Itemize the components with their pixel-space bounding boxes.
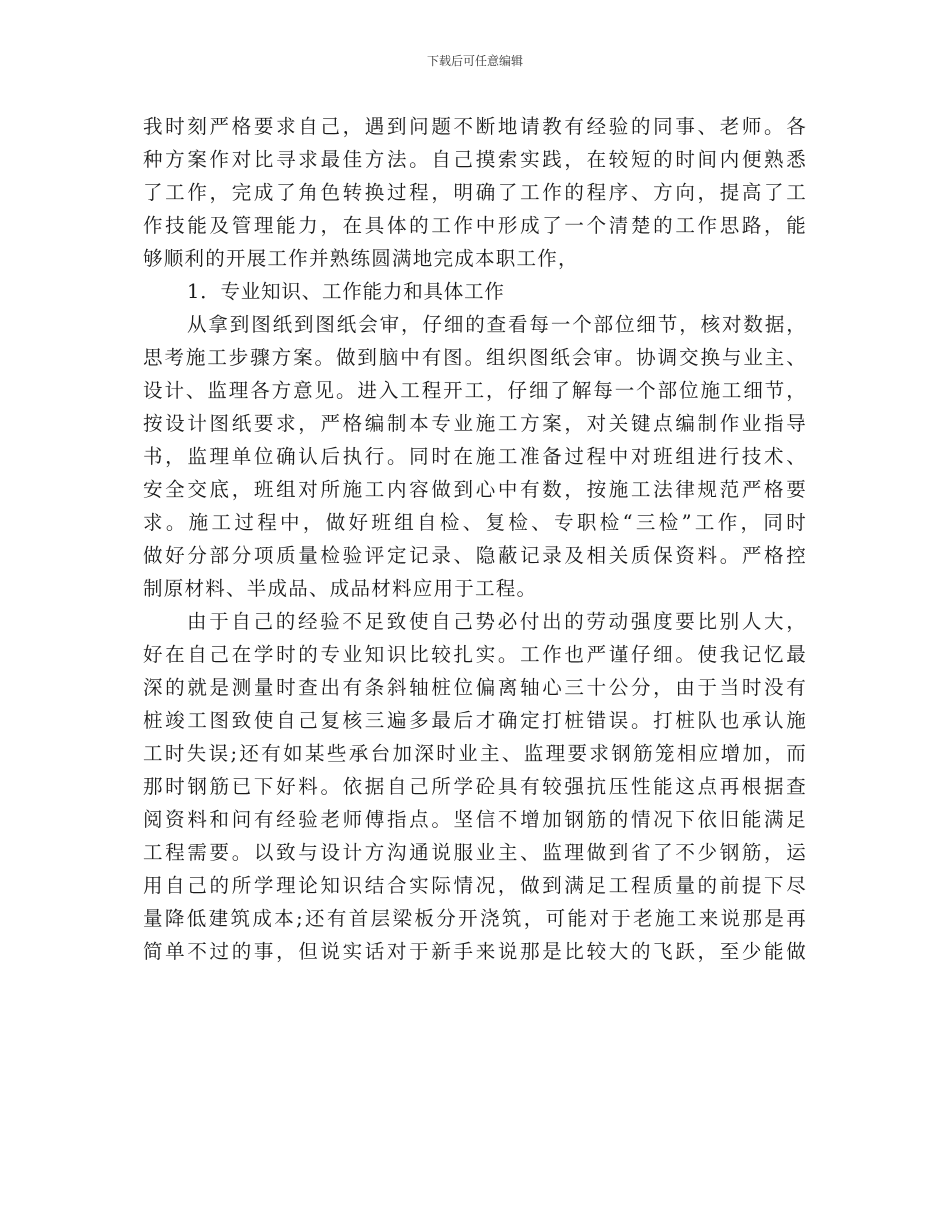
text-line: 求。施工过程中，做好班组自检、复检、专职检“三检”工作，同时 [143,511,807,534]
section-heading: 1．专业知识、工作能力和具体工作 [187,280,505,303]
body-text [143,110,807,968]
text-line: 做好分部分项质量检验评定记录、隐蔽记录及相关质保资料。严格控 [143,544,807,567]
text-line: 工程需要。以致与设计方沟通说服业主、监理做到省了不少钢筋，运 [143,841,807,864]
text-line: 从拿到图纸到图纸会审，仔细的查看每一个部位细节，核对数据， [187,313,807,336]
text-line: 制原材料、半成品、成品材料应用于工程。 [143,577,538,600]
text-line: 深的就是测量时查出有条斜轴桩位偏离轴心三十公分，由于当时没有 [143,676,807,699]
text-line: 工时失误;还有如某些承台加深时业主、监理要求钢筋笼相应增加，而 [143,742,807,765]
text-line: 简单不过的事，但说实话对于新手来说那是比较大的飞跃，至少能做 [143,940,807,963]
text-line: 按设计图纸要求，严格编制本专业施工方案，对关键点编制作业指导 [143,412,807,435]
text-line: 作技能及管理能力，在具体的工作中形成了一个清楚的工作思路，能 [143,214,807,237]
text-line: 书，监理单位确认后执行。同时在施工准备过程中对班组进行技术、 [143,445,807,468]
text-line: 阅资料和问有经验老师傅指点。坚信不增加钢筋的情况下依旧能满足 [143,808,807,831]
text-line: 设计、监理各方意见。进入工程开工，仔细了解每一个部位施工细节， [143,379,807,402]
text-line: 够顺利的开展工作并熟练圆满地完成本职工作， [143,247,579,270]
text-line: 桩竣工图致使自己复核三遍多最后才确定打桩错误。打桩队也承认施 [143,709,807,732]
text-line: 了工作，完成了角色转换过程，明确了工作的程序、方向，提高了工 [143,181,807,204]
text-line: 好在自己在学时的专业知识比较扎实。工作也严谨仔细。使我记忆最 [143,643,807,666]
text-line: 由于自己的经验不足致使自己势必付出的劳动强度要比别人大， [187,610,807,633]
text-line: 我时刻严格要求自己，遇到问题不断地请教有经验的同事、老师。各 [143,115,807,138]
page-header: 下载后可任意编辑 [426,54,523,68]
text-line: 种方案作对比寻求最佳方法。自己摸索实践，在较短的时间内便熟悉 [143,148,807,171]
text-line: 安全交底，班组对所施工内容做到心中有数，按施工法律规范严格要 [143,478,807,501]
text-line: 用自己的所学理论知识结合实际情况，做到满足工程质量的前提下尽 [143,874,807,897]
text-line: 思考施工步骤方案。做到脑中有图。组织图纸会审。协调交换与业主、 [143,346,807,369]
text-line: 那时钢筋已下好料。依据自己所学砼具有较强抗压性能这点再根据查 [143,775,807,798]
text-line: 量降低建筑成本;还有首层梁板分开浇筑，可能对于老施工来说那是再 [143,907,807,930]
